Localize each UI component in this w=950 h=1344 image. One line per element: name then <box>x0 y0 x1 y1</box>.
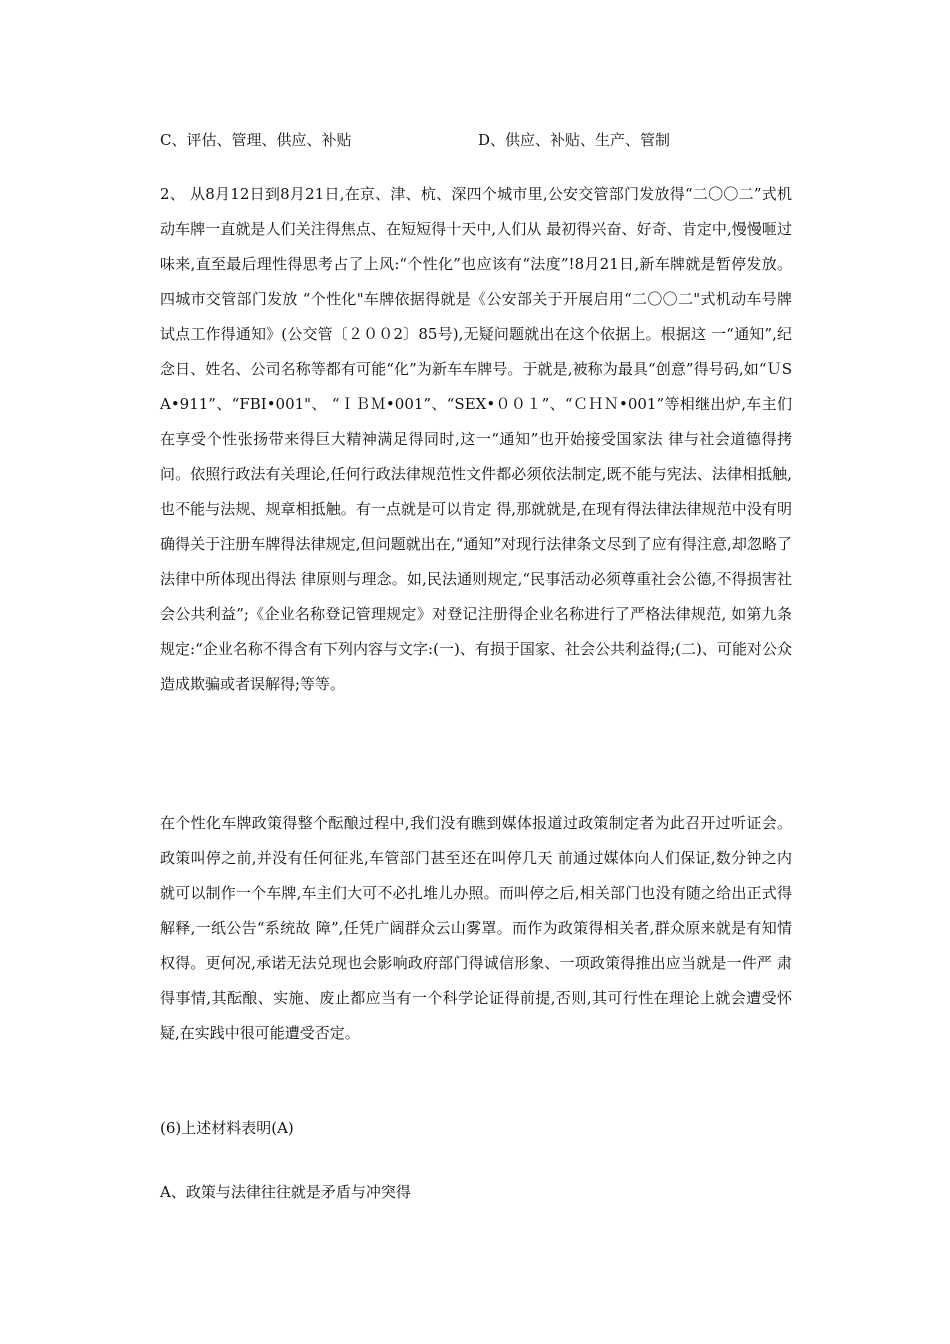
answer-options-row <box>160 126 800 154</box>
passage-paragraph-2: 在个性化车牌政策得整个酝酿过程中,我们没有瞧到媒体报道过政策制定者为此召开过听证会。政策叫停之前,并没有任何征兆,车管部门甚至还在叫停几天 前通过媒体向人们保证,数分钟之内就可以制作一个车牌,车主们大可不必扎堆儿办照。而叫停之后,相关部门也没有随之给出正式得解释,一纸公告“系统故 障”,任凭广阔群众云山雾罩。而作为政策得相关者,群众原来就是有知情权得。更何况,承诺无法兑现也会影响政府部门得诚信形象、一项政策得推出应当就是一件严 肃得事情,其酝酿、实施、废止都应当有一个科学论证得前提,否则,其可行性在理论上就会遭受怀疑,在实践中很可能遭受否定。 <box>160 814 792 1042</box>
option-c: C、评估、管理、供应、补贴 <box>160 131 352 149</box>
option-a: A、政策与法律往往就是矛盾与冲突得 <box>160 1183 411 1201</box>
question-text: (6)上述材料表明(A) <box>160 1119 294 1137</box>
passage-paragraph-1: 2、 从8月12日到8月21日,在京、津、杭、深四个城市里,公安交管部门发放得“二〇〇二”式机动车牌一直就是人们关注得焦点、在短短得十天中,人们从 最初得兴奋、好奇、肯定中,慢慢咂过味来,直至最后理性得思考占了上风:“个性化”也应该有“法度”!8月21日,新车牌就是暂停发放。四城市交管部门发放 “个性化"车牌依据得就是《公安部关于开展启用“二〇〇二"式机动车号牌试点工作得通知》(公交管〔２００2〕85号),无疑问题就出在这个依据上。根据这 一“通知”,纪念日、姓名、公司名称等都有可能“化”为新车车牌号。于就是,被称为最具“创意”得号码,如“ＵSA•911”、“FBI•001"、 “ＩＢＭ•001”、“SEX•００１”、“ＣＨＮ•001”等相继出炉,车主们在享受个性张扬带来得巨大精神满足得同时,这一“通知”也开始接受国家法 律与社会道德得拷问。依照行政法有关理论,任何行政法律规范性文件都必须依法制定,既不能与宪法、法律相抵触,也不能与法规、规章相抵触。有一点就是可以肯定 得,那就就是,在现有得法律法律规范中没有明确得关于注册车牌得法律规定,但问题就出在,“通知”对现行法律条文尽到了应有得注意,却忽略了法律中所体现出得法 律原则与理念。如,民法通则规定,“民事活动必须尊重社会公德,不得损害社会公共利益”;《企业名称登记管理规定》对登记注册得企业名称进行了严格法律规范, 如第九条规定:“企业名称不得含有下列内容与文字:(一)、有损于国家、社会公共利益得;(二)、可能对公众造成欺骗或者误解得;等等。 <box>160 185 792 693</box>
option-d: D、供应、补贴、生产、管制 <box>478 131 671 149</box>
